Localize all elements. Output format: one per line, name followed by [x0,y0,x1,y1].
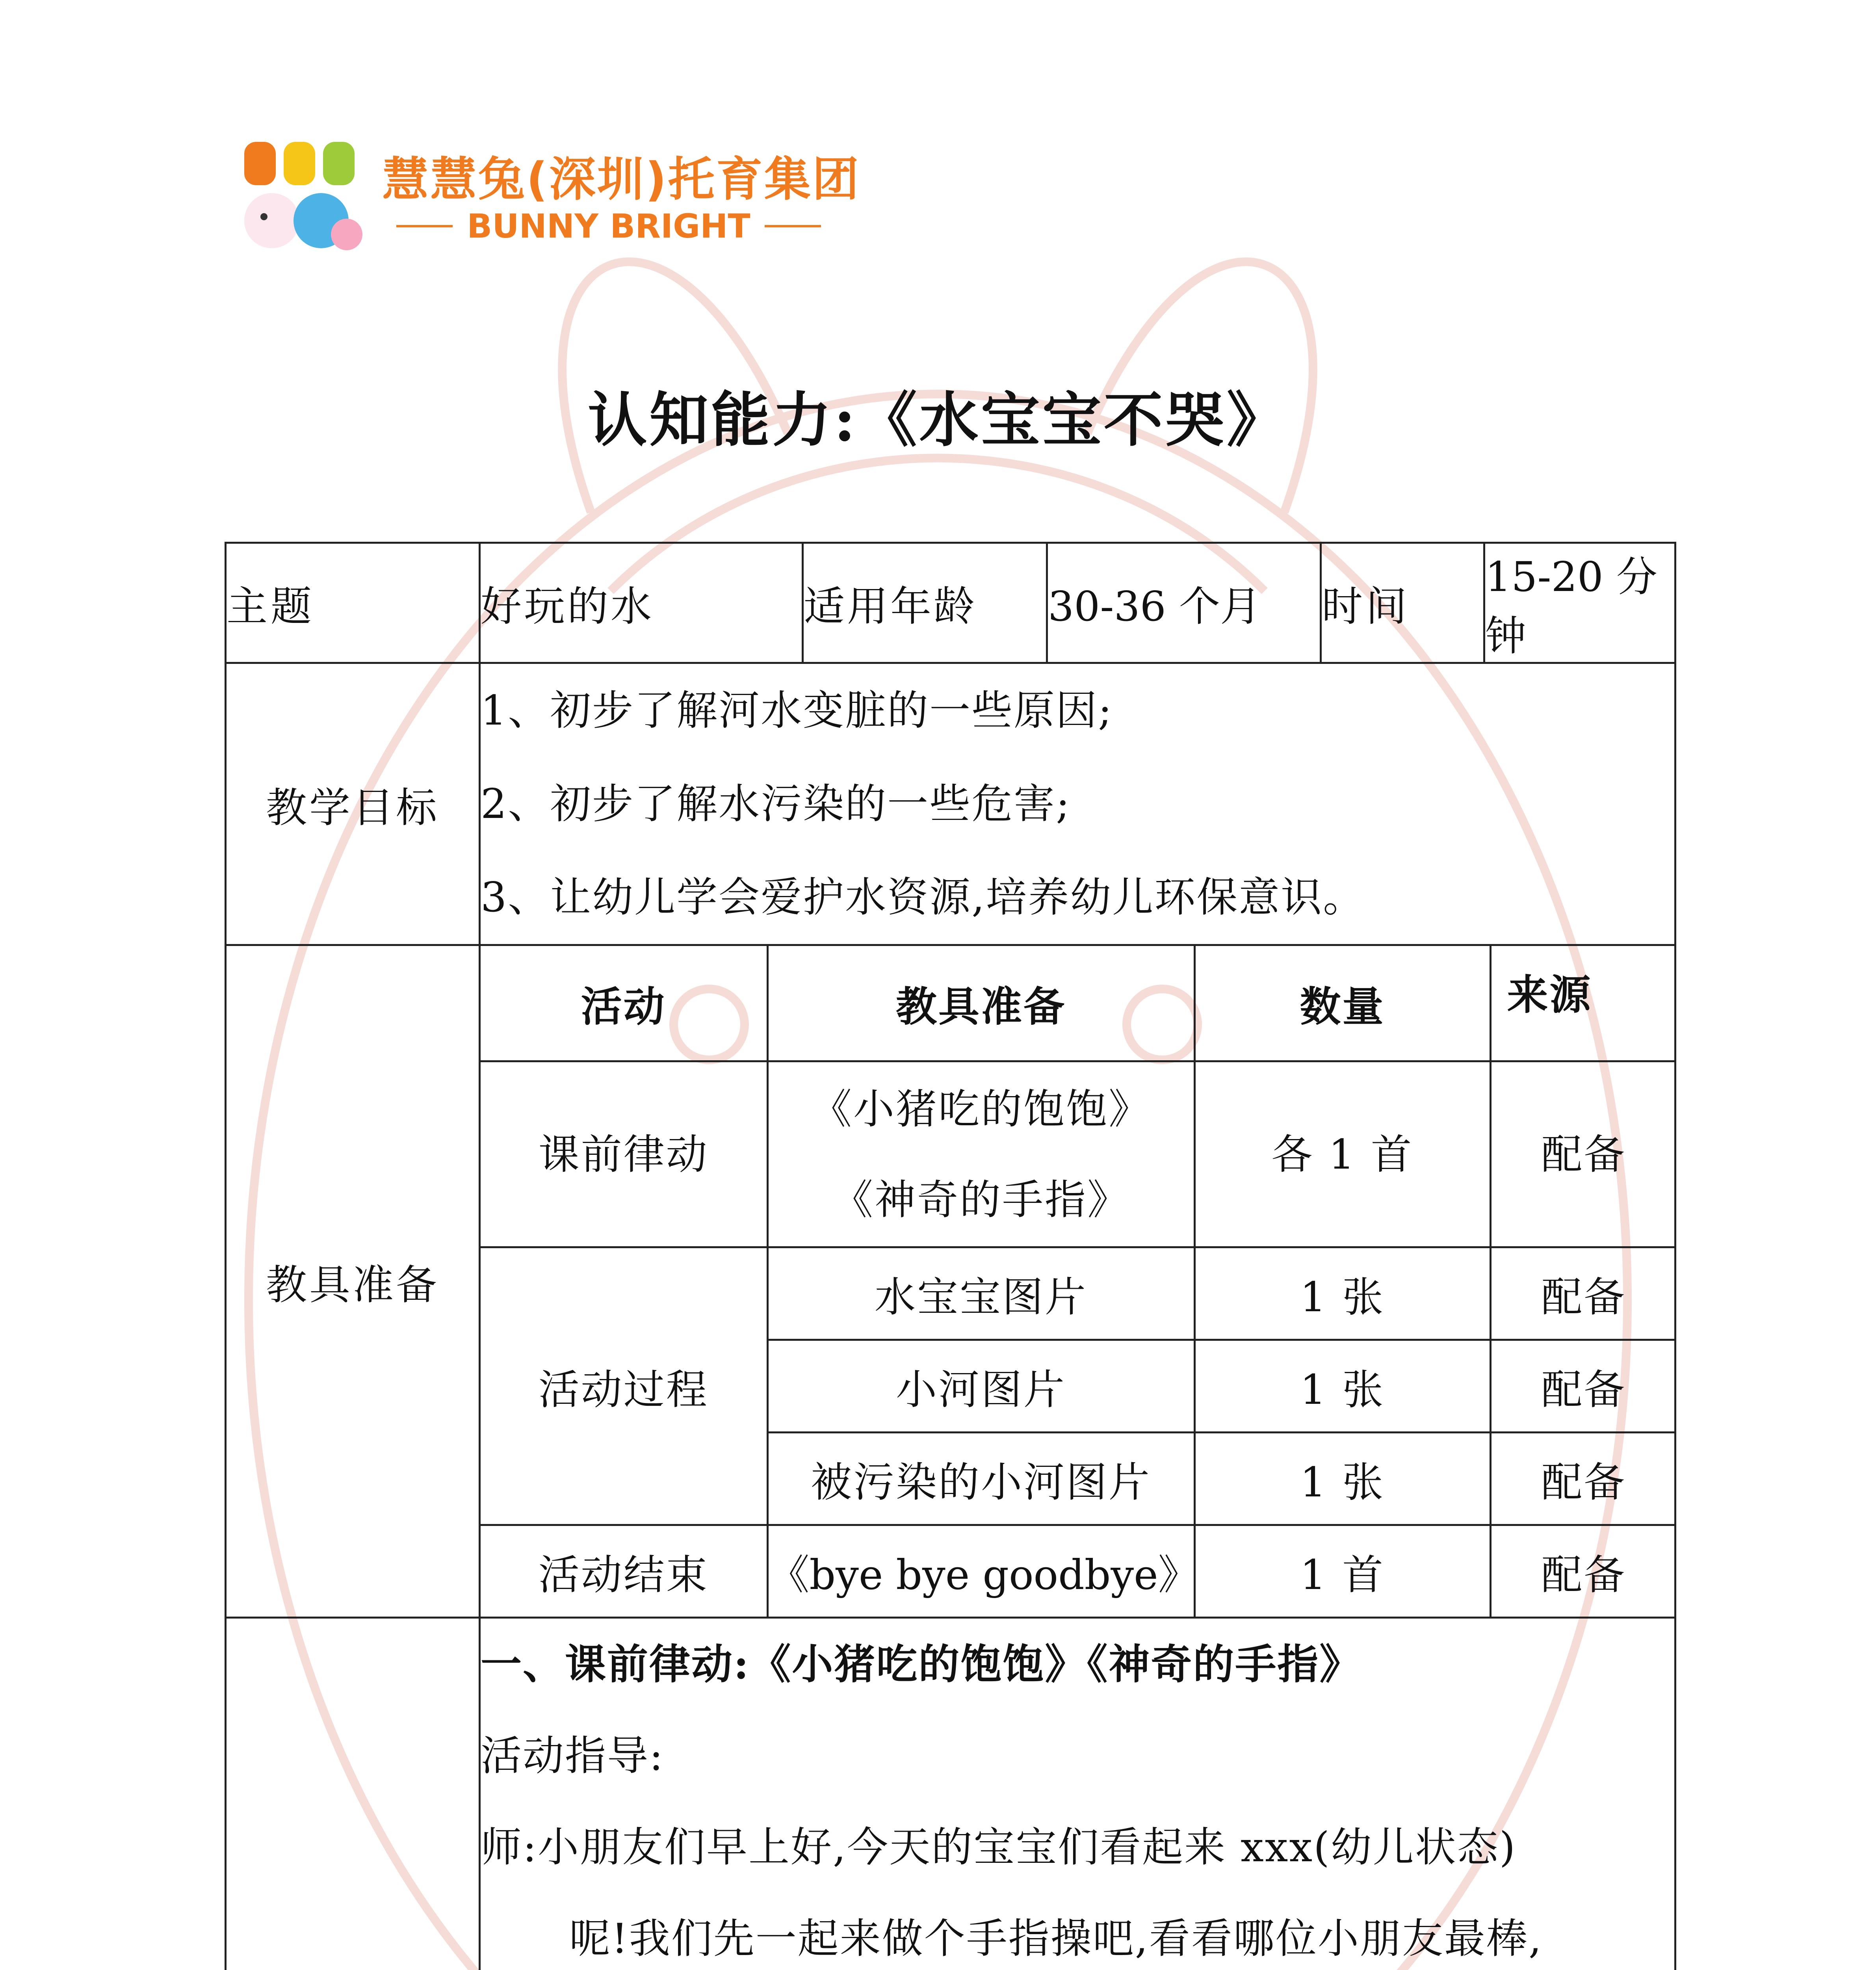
goals-content [480,663,1675,945]
activity-cell: 活动过程 [481,1247,767,1525]
section-heading: 一、课前律动:《小猪吃的饱饱》《神奇的手指》 [481,1640,1362,1688]
goal-item: 2、初步了解水污染的一些危害; [481,780,1071,828]
header-row [226,543,1675,663]
steps-content [480,1618,1675,1970]
source-cell: 配备 [1490,1340,1676,1433]
item-cell: 小河图片 [767,1340,1194,1433]
lesson-table [225,542,1676,1970]
materials-row-process [481,1247,1676,1340]
qty-cell: 1 张 [1194,1433,1490,1525]
page-title: 认知能力:《水宝宝不哭》 [588,385,1288,455]
teacher-line: 呢!我们先一起来做个手指操吧,看看哪位小朋友最棒, [569,1914,1543,1963]
source-cell: 配备 [1490,1433,1676,1525]
qty-cell: 1 张 [1194,1340,1490,1433]
column-header: 数量 [1194,946,1490,1061]
materials-label: 教具准备 [226,945,480,1618]
materials-table [481,946,1676,1617]
steps-row [226,1618,1675,1970]
materials-row-end [481,1525,1676,1617]
goal-item: 3、让幼儿学会爱护水资源,培养幼儿环保意识。 [481,873,1365,921]
goals-row [226,663,1675,945]
activity-cell: 活动结束 [481,1525,767,1617]
age-label: 适用年龄 [803,543,1047,663]
item-cell: 被污染的小河图片 [767,1433,1194,1525]
source-cell: 配备 [1490,1247,1676,1340]
qty-cell: 1 首 [1194,1525,1490,1617]
age-value: 30-36 个月 [1047,543,1321,663]
materials-content [480,945,1675,1618]
activity-cell: 课前律动 [481,1061,767,1247]
materials-row [226,945,1675,1618]
column-header: 活动 [481,946,767,1061]
theme-label: 主题 [226,543,480,663]
item-cell: 《bye bye goodbye》 [767,1525,1194,1617]
time-label: 时间 [1321,543,1484,663]
company-name: 慧慧兔(深圳)托育集团 [382,152,860,206]
company-subtitle: BUNNY BRIGHT [382,207,835,245]
steps-label [226,1618,480,1970]
qty-cell: 1 张 [1194,1247,1490,1340]
time-value: 15-20 分钟 [1484,543,1675,663]
item-cell: 《小猪吃的饱饱》 《神奇的手指》 [767,1061,1194,1247]
goals-label: 教学目标 [226,663,480,945]
column-header: 来源 [1490,946,1676,1061]
source-cell: 配备 [1490,1525,1676,1617]
company-logo [240,134,871,264]
source-cell: 配备 [1490,1061,1676,1247]
item-cell: 水宝宝图片 [767,1247,1194,1340]
qty-cell: 各 1 首 [1194,1061,1490,1247]
guide-label: 活动指导: [481,1732,665,1780]
materials-header-row [481,946,1676,1061]
theme-value: 好玩的水 [480,543,803,663]
goal-item: 1、初步了解河水变脏的一些原因; [481,686,1113,734]
bunny-logo-icon [240,134,366,260]
teacher-line: 师:小朋友们早上好,今天的宝宝们看起来 xxx(幼儿状态) [481,1823,1517,1871]
materials-row-pre [481,1061,1676,1247]
column-header: 教具准备 [767,946,1194,1061]
